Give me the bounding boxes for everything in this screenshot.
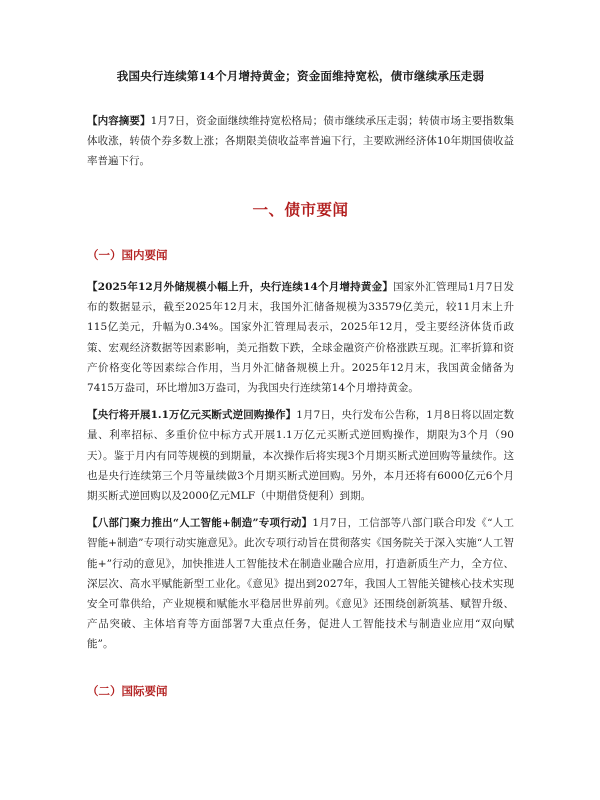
sub-heading-international-news: （二）国际要闻 <box>87 683 168 698</box>
news-lead: 【央行将开展1.1万亿元买断式逆回购操作】 <box>87 409 297 422</box>
abstract-paragraph <box>87 111 514 171</box>
news-text: 国家外汇管理局1月7日发布的数据显示，截至2025年12月末，我国外汇储备规模为33579亿美元，较11月末上升115亿美元，升幅为0.34%。国家外汇管理局表示，2025年12月，受主要经济体货币政策、宏观经济数据等因素影响，美元指数下跌，全球金融资产价格涨跌互现。汇率折算和资产价格变化等因素综合作用，当月外汇储备规模上升。2025年12月末，我国黄金储备为7415万盎司，环比增加3万盎司，为我国央行连续第14个月增持黄金。 <box>87 281 514 395</box>
document-title: 我国央行连续第14个月增持黄金；资金面维持宽松，债市继续承压走弱 <box>116 69 485 83</box>
abstract-text: 1月7日，资金面继续维持宽松格局；债市继续承压走弱；转债市场主要指数集体收涨，转债个券多数上涨；各期限美债收益率普遍下行，主要欧洲经济体10年期国债收益率普遍下行。 <box>87 115 515 167</box>
news-lead: 【2025年12月外储规模小幅上升，央行连续14个月增持黄金】 <box>87 281 394 293</box>
news-lead: 【八部门聚力推出“人工智能+制造”专项行动】 <box>87 517 313 530</box>
news-paragraph-ai-manufacturing <box>87 513 514 654</box>
news-text: 1月7日，工信部等八部门联合印发《“人工智能+制造”专项行动实施意见》。此次专项行动旨在贯彻落实《国务院关于深入实施“人工智能+”行动的意见》，加快推进人工智能技术在制造业融合应用，打造新质生产力，全方位、深层次、高水平赋能新型工业化。《意见》提出到2027年，我国人工智能关键核心技术实现安全可靠供给，产业规模和赋能水平稳居世界前列。《意见》还围绕创新筑基、赋智升级、产品突破、主体培育等方面部署7大重点任务，促进人工智能技术与制造业应用“双向赋能”。 <box>87 517 514 651</box>
news-text: 1月7日，央行发布公告称，1月8日将以固定数量、利率招标、多重价位中标方式开展1.1万亿元买断式逆回购操作，期限为3个月（90天）。鉴于月内有同等规模的到期量，本次操作后将实现3个月期买断式逆回购等量续作。这也是央行连续第三个月等量续做3个月期买断式逆回购。另外，本月还将有6000亿元6个月期买断式逆回购以及2000亿元MLF（中期借贷便利）到期。 <box>87 409 514 503</box>
section-heading-bond-news: 一、债市要闻 <box>252 200 349 219</box>
news-paragraph-forex-gold <box>87 277 514 398</box>
abstract-label: 【内容摘要】 <box>87 115 151 127</box>
sub-heading-domestic-news: （一）国内要闻 <box>87 248 168 262</box>
news-paragraph-reverse-repo <box>87 405 514 506</box>
